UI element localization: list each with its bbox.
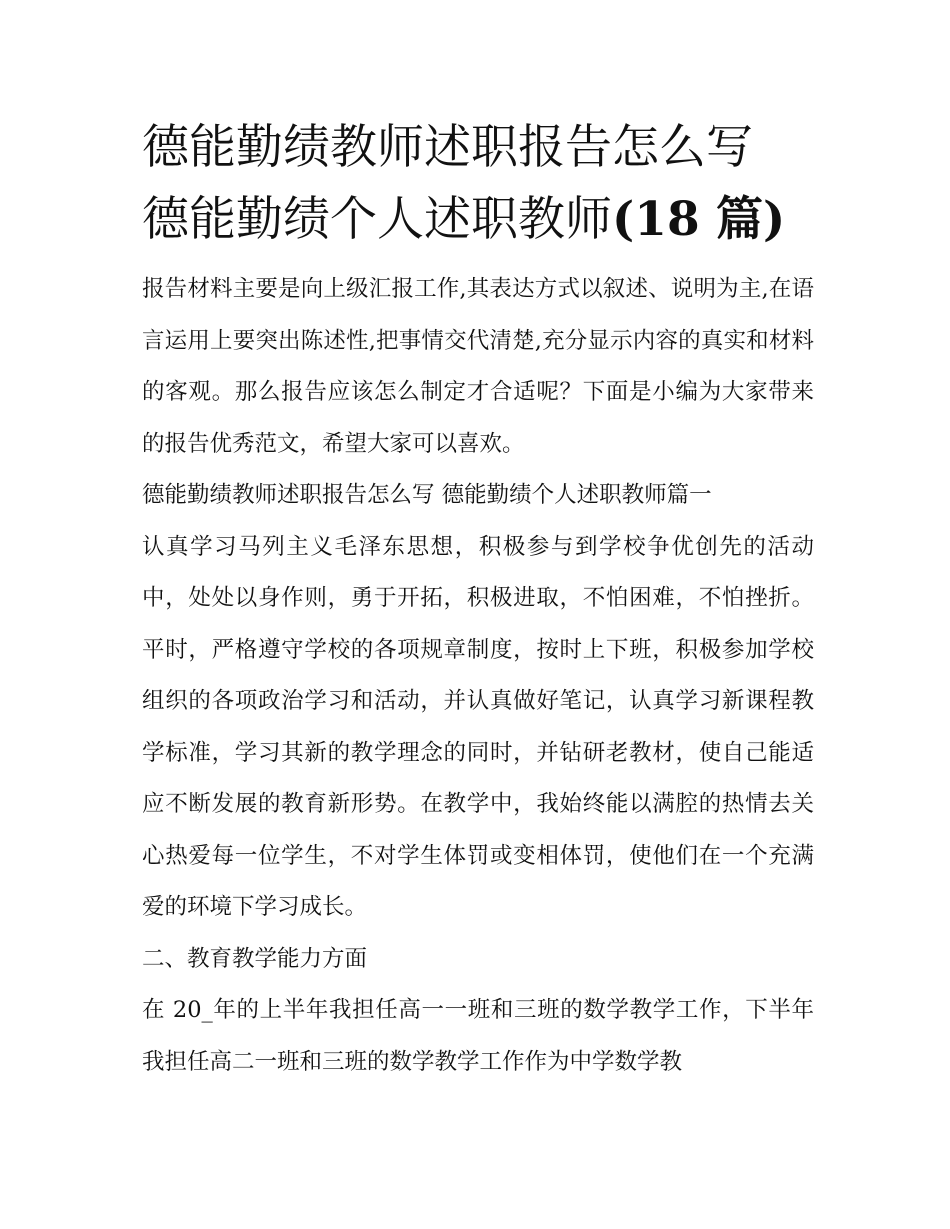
- section-title: 德能勤绩教师述职报告怎么写 德能勤绩个人述职教师篇一: [142, 482, 712, 508]
- title-count: (18 篇): [612, 192, 786, 247]
- document-title: [142, 112, 814, 256]
- section-heading-2: 二、教育教学能力方面: [142, 945, 368, 972]
- title-line-2: [142, 184, 814, 256]
- title-line-1: 德能勤绩教师述职报告怎么写: [142, 120, 753, 175]
- intro-paragraph: 报告材料主要是向上级汇报工作,其表达方式以叙述、说明为主,在语言运用上要突出陈述性,把事情交代清楚,充分显示内容的真实和材料的客观。那么报告应该怎么制定才合适呢？下面是小编为大家带来的报告优秀范文，希望大家可以喜欢。: [142, 276, 814, 457]
- body-paragraph-2: 在 20_年的上半年我担任高一一班和三班的数学教学工作，下半年我担任高二一班和三班的数学教学工作作为中学数学教: [142, 997, 814, 1075]
- body-paragraph-1: 认真学习马列主义毛泽东思想，积极参与到学校争优创先的活动中，处处以身作则，勇于开拓，积极进取，不怕困难，不怕挫折。平时，严格遵守学校的各项规章制度，按时上下班，积极参加学校组织的各项政治学习和活动，并认真做好笔记，认真学习新课程教学标准，学习其新的教学理念的同时，并钻研老教材，使自己能适应不断发展的教育新形势。在教学中，我始终能以满腔的热情去关心热爱每一位学生，不对学生体罚或变相体罚，使他们在一个充满爱的环境下学习成长。: [142, 533, 814, 920]
- document-page: [142, 112, 814, 1088]
- title-line-2-text: 德能勤绩个人述职教师: [142, 192, 612, 247]
